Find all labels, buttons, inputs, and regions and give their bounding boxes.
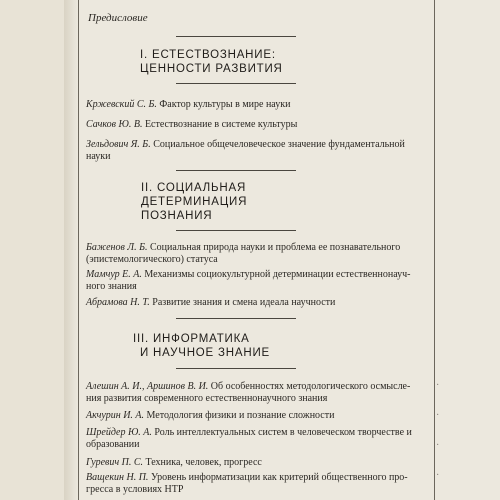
right-column-rule xyxy=(434,0,435,500)
toc-entry: Акчурин И. А. Методология физики и познание сложности xyxy=(86,410,335,421)
toc-entry: Кржевский С. Б. Фактор культуры в мире науки xyxy=(86,99,291,110)
section-1-heading xyxy=(140,48,283,76)
toc-entry: Ващекин Н. П. Уровень информатизации как критерий общественного про- xyxy=(86,472,408,483)
toc-entry-continuation: образовании xyxy=(86,439,140,450)
section-3-heading xyxy=(133,332,270,360)
heading-line: ПОЗНАНИЯ xyxy=(141,210,213,222)
toc-entry-continuation: ного знания xyxy=(86,281,137,292)
toc-entry: Зельдович Я. Б. Социальное общечеловеческое значение фундаментальной xyxy=(86,139,405,150)
leader-dots: · xyxy=(436,440,440,451)
divider xyxy=(176,318,296,319)
heading-line: ЦЕННОСТИ РАЗВИТИЯ xyxy=(140,63,283,75)
toc-entry: Сачков Ю. В. Естествознание в системе культуры xyxy=(86,119,298,130)
divider xyxy=(176,36,296,37)
divider xyxy=(176,230,296,231)
toc-entry-continuation: ния развития современного естественнонаучного знания xyxy=(86,393,328,404)
heading-line: II. СОЦИАЛЬНАЯ xyxy=(141,182,247,194)
preface-title: Предисловие xyxy=(88,12,148,24)
toc-entry-continuation: гресса в условиях НТР xyxy=(86,484,184,495)
toc-entry: Шрейдер Ю. А. Роль интеллектуальных систем в человеческом творчестве и xyxy=(86,427,412,438)
divider xyxy=(176,170,296,171)
divider xyxy=(176,368,296,369)
leader-dots: · xyxy=(436,470,440,481)
toc-entry-continuation: (эпистемологического) статуса xyxy=(86,254,218,265)
heading-line: I. ЕСТЕСТВОЗНАНИЕ: xyxy=(140,49,276,61)
toc-entry: Мамчур Е. А. Механизмы социокультурной детерминации естественнонауч- xyxy=(86,269,411,280)
heading-line: И НАУЧНОЕ ЗНАНИЕ xyxy=(140,347,270,359)
toc-entry: Баженов Л. Б. Социальная природа науки и проблема ее познавательного xyxy=(86,242,401,253)
toc-entry: Абрамова Н. Т. Развитие знания и смена идеала научности xyxy=(86,297,336,308)
divider xyxy=(176,83,296,84)
toc-entry: Алешин А. И., Аршинов В. И. Об особенностях методологического осмысле- xyxy=(86,381,411,392)
leader-dots: · xyxy=(436,410,440,421)
toc-entry-continuation: науки xyxy=(86,151,111,162)
section-2-heading xyxy=(141,181,247,223)
left-margin-rule xyxy=(78,0,79,500)
leader-dots: · xyxy=(436,380,440,391)
toc-entry: Гуревич П. С. Техника, человек, прогресс xyxy=(86,457,262,468)
heading-line: III. ИНФОРМАТИКА xyxy=(133,333,250,345)
heading-line: ДЕТЕРМИНАЦИЯ xyxy=(141,196,248,208)
